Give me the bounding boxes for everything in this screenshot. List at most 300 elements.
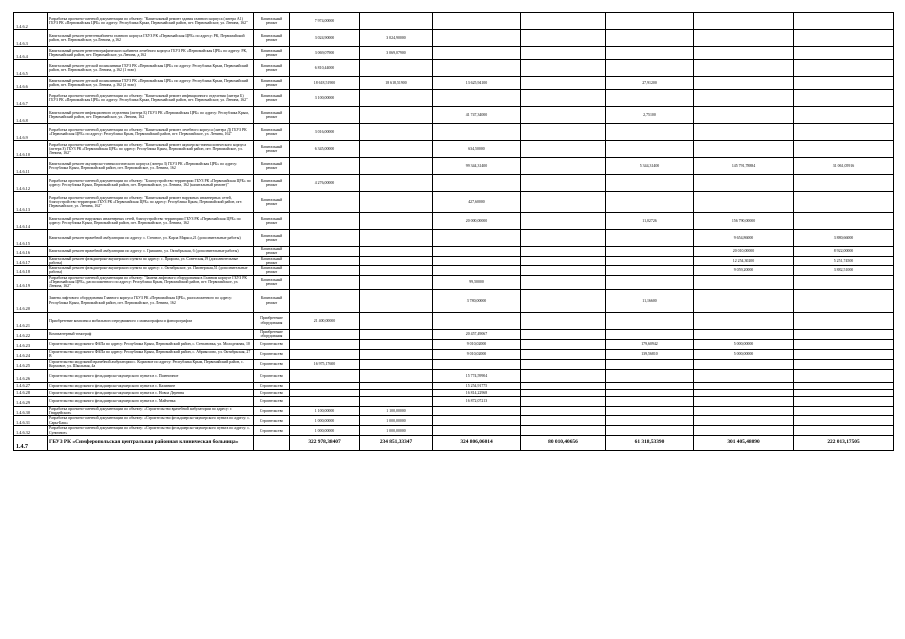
amount-cell: [606, 256, 694, 266]
row-type: Приобретение оборудования: [254, 312, 290, 329]
amount-cell: [521, 30, 606, 47]
table-row: [14, 141, 894, 158]
row-code: 1.4.6.22: [14, 329, 48, 339]
row-code: 1.4.6.2: [14, 13, 48, 30]
amount-cell: [290, 158, 360, 175]
row-type: Капитальный ремонт: [254, 158, 290, 175]
amount-cell: [694, 124, 794, 141]
amount-cell: 3 016,00000: [290, 124, 360, 141]
amount-cell: [360, 192, 433, 213]
row-name: Строительство модульного фельдшерско-акушерского пункта в с. Калинине: [48, 382, 254, 389]
row-code: 1.4.6.29: [14, 396, 48, 406]
amount-cell: 3 024,90000: [290, 30, 360, 47]
table-row: [14, 312, 894, 329]
amount-cell: [521, 77, 606, 90]
row-code: 1.4.6.14: [14, 213, 48, 230]
amount-cell: 21 400,00000: [290, 312, 360, 329]
row-code: 1.4.6.11: [14, 158, 48, 175]
row-name: Капитальный ремонт детской поликлиники ГБУЗ РК «Первомайская ЦРБ» по адресу: Республика Крым, Первомайский район, пгт. Первомайское, ул. Ленина, д.162 (1 этап): [48, 60, 254, 77]
row-type: Строительство: [254, 416, 290, 426]
amount-cell: [360, 382, 433, 389]
amount-cell: [521, 107, 606, 124]
amount-cell: 99 344,31400: [433, 158, 521, 175]
amount-cell: [433, 47, 521, 60]
total-type: [254, 436, 290, 451]
amount-cell: 31 061,05916: [794, 158, 894, 175]
amount-cell: 145 791,78884: [694, 158, 794, 175]
amount-cell: [360, 230, 433, 247]
amount-cell: [694, 60, 794, 77]
row-name: Разработка проектно-сметной документации по объекту: «Строительство фельдшерско-акушерского пункта по адресу: с. Суничное»: [48, 426, 254, 436]
amount-cell: 3 024,90000: [360, 30, 433, 47]
amount-cell: 9 654,86000: [694, 230, 794, 247]
amount-cell: [694, 107, 794, 124]
amount-cell: [694, 396, 794, 406]
row-code: 1.4.6.26: [14, 369, 48, 382]
table-row: [14, 275, 894, 289]
amount-cell: [794, 426, 894, 436]
row-name: Строительство модульного фельдшерско-акушерского пункта в с. Пшеничное: [48, 369, 254, 382]
amount-cell: [606, 312, 694, 329]
row-type: Строительство: [254, 396, 290, 406]
table-row: [14, 30, 894, 47]
row-type: Капитальный ремонт: [254, 141, 290, 158]
row-name: Разработка проектно-сметной документации по объекту: «Строительство фельдшерско-акушерского пункта по адресу: с. Сары-Баш»: [48, 416, 254, 426]
amount-cell: 20 000,00000: [433, 213, 521, 230]
amount-cell: [360, 329, 433, 339]
amount-cell: [794, 107, 894, 124]
row-name: Капитальный ремонт врачебной амбулатории по адресу: с. Степное, ул. Карла Маркса,21 (дополнительные работы): [48, 230, 254, 247]
amount-cell: [290, 349, 360, 359]
amount-cell: [290, 275, 360, 289]
budget-table-body: [14, 13, 894, 451]
row-type: Строительство: [254, 339, 290, 349]
amount-cell: 16 872,07213: [433, 396, 521, 406]
row-type: Капитальный ремонт: [254, 192, 290, 213]
table-row: [14, 382, 894, 389]
amount-cell: 3 780,00000: [433, 289, 521, 312]
amount-cell: [433, 266, 521, 276]
row-code: 1.4.6.15: [14, 230, 48, 247]
table-row: [14, 192, 894, 213]
amount-cell: [360, 60, 433, 77]
amount-cell: [794, 141, 894, 158]
amount-cell: 11,02726: [606, 213, 694, 230]
amount-cell: [694, 13, 794, 30]
amount-cell: [521, 426, 606, 436]
amount-cell: 99,50000: [433, 275, 521, 289]
amount-cell: 7 974,00000: [290, 13, 360, 30]
amount-cell: 1 000,00000: [360, 416, 433, 426]
amount-cell: [794, 192, 894, 213]
row-type: Капитальный ремонт: [254, 90, 290, 107]
amount-cell: [794, 369, 894, 382]
amount-cell: [794, 349, 894, 359]
amount-cell: [694, 382, 794, 389]
row-type: Капитальный ремонт: [254, 175, 290, 192]
amount-cell: [521, 60, 606, 77]
amount-cell: [360, 275, 433, 289]
amount-cell: [606, 30, 694, 47]
amount-cell: [521, 266, 606, 276]
amount-cell: [360, 256, 433, 266]
row-name: Компьютерный томограф: [48, 329, 254, 339]
amount-cell: [521, 329, 606, 339]
amount-cell: [694, 416, 794, 426]
amount-cell: [290, 369, 360, 382]
total-row: [14, 436, 894, 451]
amount-cell: [360, 349, 433, 359]
amount-cell: 1 100,00000: [360, 406, 433, 416]
table-row: [14, 124, 894, 141]
row-code: 1.4.6.25: [14, 359, 48, 369]
amount-cell: [794, 175, 894, 192]
amount-cell: 12 254,30200: [694, 256, 794, 266]
row-name: Разработка проектно-сметной документации по объекту: "Капитальный ремонт лечебного корпуса (литера Д) ГБУЗ РК «Первомайская ЦРБ» по адресу: Республика Крым, Первомайский район, пгт. Первомайское, ул. Ленина, 162": [48, 124, 254, 141]
table-row: [14, 77, 894, 90]
amount-cell: [290, 266, 360, 276]
row-name: Строительство модульного ФАПа по адресу: Республика Крым, Первомайский район, с. Степановка, ул. Молодежная, 10: [48, 339, 254, 349]
amount-cell: [606, 426, 694, 436]
amount-cell: 13 625,94100: [433, 77, 521, 90]
table-row: [14, 175, 894, 192]
amount-cell: [521, 90, 606, 107]
amount-cell: [433, 406, 521, 416]
amount-cell: 9 059,20000: [694, 266, 794, 276]
amount-cell: [360, 247, 433, 257]
amount-cell: [360, 396, 433, 406]
row-code: 1.4.6.23: [14, 339, 48, 349]
row-code: 1.4.6.8: [14, 107, 48, 124]
amount-cell: [521, 396, 606, 406]
amount-cell: [606, 389, 694, 396]
row-type: Капитальный ремонт: [254, 124, 290, 141]
row-type: Строительство: [254, 369, 290, 382]
amount-cell: [694, 312, 794, 329]
table-row: [14, 396, 894, 406]
table-row: [14, 247, 894, 257]
amount-cell: [794, 90, 894, 107]
table-row: [14, 329, 894, 339]
row-type: Строительство: [254, 349, 290, 359]
total-amount-cell: 234 851,33347: [360, 436, 433, 451]
amount-cell: 18 618,51900: [360, 77, 433, 90]
amount-cell: [794, 13, 894, 30]
total-name: ГБУЗ РК «Симферопольская центральная районная клиническая больница»: [48, 436, 254, 451]
amount-cell: [290, 382, 360, 389]
amount-cell: [606, 329, 694, 339]
amount-cell: [606, 192, 694, 213]
row-code: 1.4.6.16: [14, 247, 48, 257]
amount-cell: [794, 382, 894, 389]
row-type: Строительство: [254, 382, 290, 389]
row-type: Капитальный ремонт: [254, 30, 290, 47]
amount-cell: [694, 30, 794, 47]
row-type: Капитальный ремонт: [254, 60, 290, 77]
amount-cell: [694, 77, 794, 90]
row-name: Строительство модульного фельдшерско-акушерского пункта в с. Новоа Деревня: [48, 389, 254, 396]
amount-cell: 15 254,91775: [433, 382, 521, 389]
row-code: 1.4.6.28: [14, 389, 48, 396]
amount-cell: [433, 13, 521, 30]
row-name: Капитальный ремонт наружных инженерных сетей, благоустройство территории ГБУЗ РК «Первомайская ЦРБ» по адресу: Республика Крым, Первомайский район, пгт. Первомайское, ул. Ленина, 162: [48, 213, 254, 230]
amount-cell: 5 344,31400: [606, 158, 694, 175]
row-type: Капитальный ремонт: [254, 256, 290, 266]
table-row: [14, 406, 894, 416]
amount-cell: [290, 107, 360, 124]
row-type: Капитальный ремонт: [254, 289, 290, 312]
table-row: [14, 389, 894, 396]
amount-cell: [794, 30, 894, 47]
table-row: [14, 230, 894, 247]
amount-cell: 634,50000: [433, 141, 521, 158]
amount-cell: [433, 90, 521, 107]
amount-cell: [360, 389, 433, 396]
amount-cell: [290, 339, 360, 349]
amount-cell: [694, 426, 794, 436]
row-name: Капитальный ремонт акушерско-гинекологического корпуса (литера З) ГБУЗ РК «Первомайская ЦРБ» по адресу: Республика Крым, Первомайский район, пгт. Первомайское, ул. Ленина, 162: [48, 158, 254, 175]
amount-cell: [433, 60, 521, 77]
amount-cell: [360, 213, 433, 230]
amount-cell: 1 000,00000: [290, 426, 360, 436]
amount-cell: 9 010,02000: [433, 339, 521, 349]
amount-cell: [290, 329, 360, 339]
amount-cell: [694, 329, 794, 339]
amount-cell: 1 100,00000: [290, 406, 360, 416]
amount-cell: [694, 192, 794, 213]
amount-cell: [521, 289, 606, 312]
row-name: Капитальный ремонт детской поликлиники ГБУЗ РК «Первомайская ЦРБ» по адресу: Республика Крым, Первомайский район, пгт. Первомайское, ул. Ленина, д.162 (2 этап): [48, 77, 254, 90]
row-name: Разработка проектно-сметной документации по объекту: "Благоустройство территории ГБУЗ РК «Первомайская ЦРБ» по адресу: Республика Крым, Первомайский район, пгт. Первомайское, ул. Ленина, 162 (капитальный ремонт)": [48, 175, 254, 192]
table-row: [14, 47, 894, 60]
total-amount-cell: 324 806,06014: [433, 436, 521, 451]
amount-cell: [794, 47, 894, 60]
amount-cell: [694, 369, 794, 382]
amount-cell: [521, 339, 606, 349]
amount-cell: [521, 406, 606, 416]
row-name: Строительство модульного фельдшерско-акушерского пункта в с. Майченка: [48, 396, 254, 406]
amount-cell: [794, 77, 894, 90]
row-code: 1.4.6.7: [14, 90, 48, 107]
amount-cell: [794, 406, 894, 416]
amount-cell: 179,60942: [606, 339, 694, 349]
amount-cell: [606, 382, 694, 389]
row-type: Капитальный ремонт: [254, 13, 290, 30]
amount-cell: [521, 213, 606, 230]
amount-cell: 5 251,74500: [794, 256, 894, 266]
amount-cell: [290, 256, 360, 266]
table-row: [14, 359, 894, 369]
table-row: [14, 107, 894, 124]
amount-cell: 9 010,02000: [433, 349, 521, 359]
row-code: 1.4.6.30: [14, 406, 48, 416]
amount-cell: [521, 256, 606, 266]
row-code: 1.4.6.4: [14, 47, 48, 60]
row-name: Капитальный ремонт рентгенкабинета главного корпуса ГБУЗ РК «Первомайская ЦРБ» по адресу: РК, Первомайский район, пгт. Первомайское, ул.Ленина, д.162: [48, 30, 254, 47]
amount-cell: [433, 312, 521, 329]
amount-cell: [433, 416, 521, 426]
amount-cell: [290, 289, 360, 312]
amount-cell: [360, 369, 433, 382]
amount-cell: [794, 339, 894, 349]
amount-cell: [360, 107, 433, 124]
amount-cell: [694, 359, 794, 369]
row-code: 1.4.6.12: [14, 175, 48, 192]
amount-cell: 20 010,00000: [694, 247, 794, 257]
amount-cell: [794, 396, 894, 406]
amount-cell: [521, 47, 606, 60]
row-code: 1.4.6.21: [14, 312, 48, 329]
table-row: [14, 90, 894, 107]
amount-cell: [360, 13, 433, 30]
amount-cell: 5 000,00000: [694, 349, 794, 359]
amount-cell: 139,56810: [606, 349, 694, 359]
amount-cell: [794, 60, 894, 77]
row-code: 1.4.6.31: [14, 416, 48, 426]
row-type: Капитальный ремонт: [254, 77, 290, 90]
row-code: 1.4.6.20: [14, 289, 48, 312]
amount-cell: [433, 247, 521, 257]
row-code: 1.4.6.18: [14, 266, 48, 276]
amount-cell: 41 747,34000: [433, 107, 521, 124]
row-code: 1.4.6.17: [14, 256, 48, 266]
row-code: 1.4.6.27: [14, 382, 48, 389]
table-row: [14, 339, 894, 349]
total-amount-cell: 80 010,40656: [521, 436, 606, 451]
amount-cell: [290, 230, 360, 247]
amount-cell: [290, 247, 360, 257]
row-type: Капитальный ремонт: [254, 107, 290, 124]
amount-cell: [433, 230, 521, 247]
table-row: [14, 256, 894, 266]
amount-cell: [521, 124, 606, 141]
amount-cell: [606, 141, 694, 158]
row-name: Капитальный ремонт рентгенографического кабинета лечебного корпуса ГБУЗ РК «Первомайская ЦРБ» по адресу: РК, Первомайский район, пгт. Первомайское, ул.Ленина, д.162: [48, 47, 254, 60]
amount-cell: [360, 266, 433, 276]
amount-cell: 11,16600: [606, 289, 694, 312]
total-amount-cell: 222 013,17505: [794, 436, 894, 451]
amount-cell: [433, 359, 521, 369]
amount-cell: [360, 175, 433, 192]
row-code: 1.4.6.24: [14, 349, 48, 359]
amount-cell: [521, 312, 606, 329]
total-code: 1.4.7: [14, 436, 48, 451]
amount-cell: 20 457,49067: [433, 329, 521, 339]
row-code: 1.4.6.6: [14, 77, 48, 90]
amount-cell: 1 000,00000: [290, 416, 360, 426]
row-name: Разработка проектно-сметной документации по объекту: "Капитальный ремонт наружных инженерных сетей, благоустройство территории ГБУЗ РК «Первомайская ЦРБ» по адресу: Республика Крым, Первомайский район, пгт. Первомайское, ул. Ленина, 162": [48, 192, 254, 213]
amount-cell: [521, 192, 606, 213]
amount-cell: 3 069,07900: [290, 47, 360, 60]
amount-cell: [694, 275, 794, 289]
row-name: Капитальный ремонт инфекционного отделения (литера Б) ГБУЗ РК «Первомайская ЦРБ» по адресу: Республика Крым, Первомайский район, пгт. Первомайское, ул. Ленина, 162: [48, 107, 254, 124]
row-name: Приобретение комплекса мобильного передвижного с маммографом и флюорографом: [48, 312, 254, 329]
row-type: Капитальный ремонт: [254, 247, 290, 257]
row-type: Строительство: [254, 406, 290, 416]
amount-cell: [694, 175, 794, 192]
amount-cell: [694, 141, 794, 158]
row-type: Капитальный ремонт: [254, 230, 290, 247]
table-row: [14, 289, 894, 312]
total-amount-cell: 61 318,53390: [606, 436, 694, 451]
amount-cell: [290, 389, 360, 396]
budget-table: [13, 12, 894, 451]
amount-cell: [521, 349, 606, 359]
table-row: [14, 13, 894, 30]
amount-cell: [521, 175, 606, 192]
row-name: Разработка проектно-сметной документации по объекту: «Строительство врачебной амбулатории по адресу: г. Гвардейское»: [48, 406, 254, 416]
amount-cell: [360, 339, 433, 349]
row-code: 1.4.6.32: [14, 426, 48, 436]
row-name: Разработка проектно-сметной документации по объекту: "Капитальный ремонт инфекционного отделения (литера Б) ГБУЗ РК «Первомайская ЦРБ» по адресу: Республика Крым, Первомайский район, пгт. Первомайское, ул. Ленина, 162": [48, 90, 254, 107]
amount-cell: [360, 141, 433, 158]
amount-cell: [433, 175, 521, 192]
amount-cell: [521, 359, 606, 369]
row-name: Разработка проектно-сметной документации по объекту: "Капитальный ремонт здания главного корпуса (литера А1) ГБУЗ РК «Первомайская ЦРБ» по адресу: Республика Крым, Первомайский район, пгт. Первомайское, ул. Ленина, 162": [48, 13, 254, 30]
table-row: [14, 60, 894, 77]
amount-cell: [360, 158, 433, 175]
amount-cell: 427,60000: [433, 192, 521, 213]
total-amount-cell: 301 405,48090: [694, 436, 794, 451]
table-row: [14, 349, 894, 359]
amount-cell: 156 790,00000: [694, 213, 794, 230]
row-name: Строительство модульного ФАПа по адресу: Республика Крым, Первомайский район, с. Абрикосово, ул. Октябрьская, 27 В: [48, 349, 254, 359]
amount-cell: [521, 275, 606, 289]
amount-cell: 1 000,00000: [360, 426, 433, 436]
row-type: Строительство: [254, 359, 290, 369]
amount-cell: [606, 359, 694, 369]
row-type: Капитальный ремонт: [254, 47, 290, 60]
row-code: 1.4.6.19: [14, 275, 48, 289]
amount-cell: [606, 396, 694, 406]
table-row: [14, 266, 894, 276]
amount-cell: [606, 13, 694, 30]
amount-cell: 5 000,00000: [694, 339, 794, 349]
amount-cell: [694, 90, 794, 107]
amount-cell: [694, 389, 794, 396]
row-type: Строительство: [254, 389, 290, 396]
row-type: Приобретение оборудования: [254, 329, 290, 339]
amount-cell: [794, 416, 894, 426]
amount-cell: [794, 389, 894, 396]
amount-cell: [794, 213, 894, 230]
amount-cell: [606, 416, 694, 426]
table-row: [14, 369, 894, 382]
amount-cell: [794, 289, 894, 312]
amount-cell: [606, 275, 694, 289]
amount-cell: [521, 382, 606, 389]
amount-cell: [360, 124, 433, 141]
row-name: Замена лифтового оборудования Главного корпуса ГБУЗ РК «Первомайская ЦРБ», расположенного по адресу: Республика Крым, Первомайский район, пгт. Первомайское, ул. Ленина, 162: [48, 289, 254, 312]
amount-cell: 3 882,51000: [794, 266, 894, 276]
amount-cell: [521, 230, 606, 247]
amount-cell: [521, 158, 606, 175]
row-code: 1.4.6.3: [14, 30, 48, 47]
amount-cell: 3 880,66000: [794, 230, 894, 247]
amount-cell: [794, 312, 894, 329]
amount-cell: [521, 416, 606, 426]
row-name: Капитальный ремонт врачебной амбулатории по адресу: с. Гришино, ул. Октябрьская, 6 (дополнительные работы): [48, 247, 254, 257]
amount-cell: [290, 213, 360, 230]
amount-cell: [606, 247, 694, 257]
amount-cell: [360, 312, 433, 329]
table-row: [14, 426, 894, 436]
amount-cell: [606, 230, 694, 247]
table-row: [14, 213, 894, 230]
amount-cell: [794, 329, 894, 339]
row-type: Капитальный ремонт: [254, 275, 290, 289]
amount-cell: 18 618,51900: [290, 77, 360, 90]
